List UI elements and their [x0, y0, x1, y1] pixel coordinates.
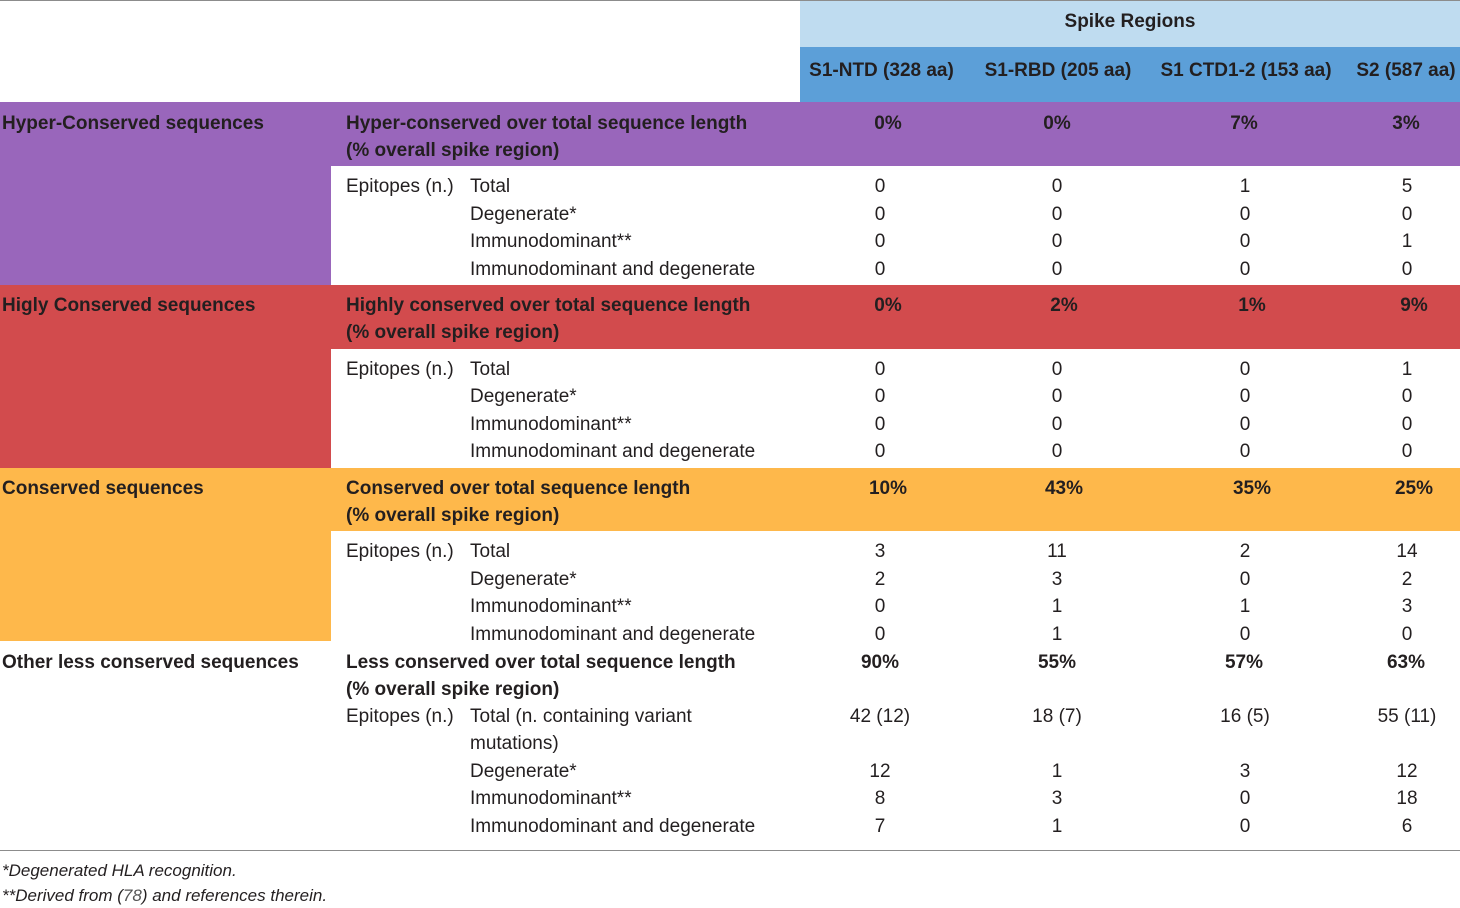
- row-label-degenerate: Degenerate*: [470, 386, 577, 407]
- footnote-2-suffix: ) and references therein.: [141, 886, 328, 905]
- footnote-2-prefix: **Derived from (: [2, 886, 123, 905]
- table-cell: 18: [1396, 788, 1418, 809]
- percent-cell: 2%: [1050, 295, 1078, 316]
- table-cell: 0: [874, 204, 886, 225]
- percent-cell: 55%: [1037, 652, 1077, 673]
- table-cell: 0: [1239, 816, 1251, 837]
- table-cell: 0: [1051, 414, 1063, 435]
- row-label-immunodominant: Immunodominant**: [470, 596, 632, 617]
- table-cell: 55 (11): [1377, 706, 1437, 727]
- footnote-1: *Degenerated HLA recognition.: [2, 861, 237, 880]
- table-cell: 0: [1401, 204, 1413, 225]
- percent-cell: 0%: [874, 295, 902, 316]
- table-cell: 0: [1401, 414, 1413, 435]
- epitopes-label: Epitopes (n.): [346, 706, 454, 727]
- table-cell: 6: [1401, 816, 1413, 837]
- table-cell: 1: [1051, 596, 1063, 617]
- table-cell: 0: [874, 386, 886, 407]
- table-cell: 14: [1396, 541, 1418, 562]
- table-cell: 12: [869, 761, 891, 782]
- table-cell: 0: [1239, 231, 1251, 252]
- table-cell: 0: [1239, 359, 1251, 380]
- row-label-conserved-l2: (% overall spike region): [346, 505, 560, 526]
- epitopes-label: Epitopes (n.): [346, 359, 454, 380]
- row-label-less-l1: Less conserved over total sequence length: [346, 652, 736, 673]
- section-label-hyper: Hyper-Conserved sequences: [2, 113, 264, 134]
- table-cell: 0: [1051, 176, 1063, 197]
- row-label-immuno-degenerate: Immunodominant and degenerate: [470, 259, 756, 280]
- table-cell: 1: [1051, 761, 1063, 782]
- table-cell: 3: [1051, 788, 1063, 809]
- table-cell: 0: [874, 624, 886, 645]
- table-cell: 2: [1239, 541, 1251, 562]
- footnote-2: [2, 883, 327, 908]
- table-cell: 5: [1401, 176, 1413, 197]
- table-cell: 3: [874, 541, 886, 562]
- table-cell: 0: [1239, 386, 1251, 407]
- table-cell: 0: [874, 359, 886, 380]
- table-cell: 0: [1401, 259, 1413, 280]
- percent-cell: 3%: [1392, 113, 1420, 134]
- row-label-total-l2: mutations): [470, 733, 559, 754]
- table-cell: 0: [1051, 359, 1063, 380]
- table-cell: 0: [874, 441, 886, 462]
- table-cell: 3: [1239, 761, 1251, 782]
- table-cell: 18 (7): [1032, 706, 1082, 727]
- percent-cell: 57%: [1224, 652, 1264, 673]
- row-label-total: Total: [470, 176, 511, 197]
- table-cell: 3: [1051, 569, 1063, 590]
- table-cell: 0: [1401, 386, 1413, 407]
- epitopes-label: Epitopes (n.): [346, 541, 454, 562]
- row-label-total: Total: [470, 541, 511, 562]
- table-cell: 0: [874, 596, 886, 617]
- percent-cell: 63%: [1386, 652, 1426, 673]
- row-label-immuno-degenerate: Immunodominant and degenerate: [470, 624, 756, 645]
- column-header-s1-ntd: S1-NTD (328 aa): [809, 60, 954, 81]
- row-label-less-l2: (% overall spike region): [346, 679, 560, 700]
- table-cell: 0: [1239, 788, 1251, 809]
- table-cell: 1: [1051, 624, 1063, 645]
- percent-cell: 10%: [868, 478, 908, 499]
- row-label-total-l1: Total (n. containing variant: [470, 706, 692, 727]
- percent-cell: 7%: [1230, 113, 1258, 134]
- percent-cell: 0%: [874, 113, 902, 134]
- table-cell: 42 (12): [849, 706, 911, 727]
- row-label-degenerate: Degenerate*: [470, 761, 577, 782]
- table-cell: 1: [1051, 816, 1063, 837]
- column-header-s1-rbd: S1-RBD (205 aa): [984, 60, 1132, 81]
- table-cell: 16 (5): [1220, 706, 1270, 727]
- table-cell: 1: [1239, 176, 1251, 197]
- row-label-degenerate: Degenerate*: [470, 569, 577, 590]
- table-cell: 0: [1051, 259, 1063, 280]
- percent-cell: 90%: [860, 652, 900, 673]
- row-label-conserved-l1: Conserved over total sequence length: [346, 478, 691, 499]
- percent-cell: 9%: [1400, 295, 1428, 316]
- table-cell: 0: [1051, 204, 1063, 225]
- table-cell: 0: [1401, 624, 1413, 645]
- table-cell: 0: [1239, 624, 1251, 645]
- table-cell: 2: [1401, 569, 1413, 590]
- table-cell: 0: [874, 259, 886, 280]
- row-label-degenerate: Degenerate*: [470, 204, 577, 225]
- table-cell: 12: [1396, 761, 1418, 782]
- epitopes-label: Epitopes (n.): [346, 176, 454, 197]
- row-label-highly-l1: Highly conserved over total sequence length: [346, 295, 751, 316]
- table-cell: 0: [1239, 441, 1251, 462]
- row-label-immunodominant: Immunodominant**: [470, 788, 632, 809]
- table-cell: 11: [1047, 541, 1067, 562]
- column-header-s2: S2 (587 aa): [1356, 60, 1456, 81]
- table-cell: 0: [1051, 231, 1063, 252]
- row-label-total: Total: [470, 359, 511, 380]
- column-header-s1-ctd: S1 CTD1-2 (153 aa): [1160, 60, 1332, 81]
- section-label-less: Other less conserved sequences: [2, 652, 299, 673]
- percent-cell: 35%: [1232, 478, 1272, 499]
- row-label-highly-l2: (% overall spike region): [346, 322, 560, 343]
- spike-regions-title: Spike Regions: [1064, 11, 1196, 32]
- table-cell: 8: [874, 788, 886, 809]
- table-cell: 1: [1401, 359, 1413, 380]
- reference-link[interactable]: 78: [122, 886, 142, 905]
- row-label-hyper-l1: Hyper-conserved over total sequence length: [346, 113, 748, 134]
- row-label-hyper-l2: (% overall spike region): [346, 140, 560, 161]
- table-cell: 0: [1051, 441, 1063, 462]
- table-cell: 0: [874, 176, 886, 197]
- percent-cell: 43%: [1044, 478, 1084, 499]
- percent-cell: 25%: [1394, 478, 1434, 499]
- percent-cell: 1%: [1238, 295, 1266, 316]
- table-cell: 0: [874, 414, 886, 435]
- table-cell: 0: [1401, 441, 1413, 462]
- table-cell: 1: [1239, 596, 1251, 617]
- table-cell: 0: [1239, 414, 1251, 435]
- table-cell: 1: [1401, 231, 1413, 252]
- row-label-immuno-degenerate: Immunodominant and degenerate: [470, 816, 756, 837]
- row-label-immuno-degenerate: Immunodominant and degenerate: [470, 441, 756, 462]
- table-cell: 0: [1239, 259, 1251, 280]
- row-label-immunodominant: Immunodominant**: [470, 231, 632, 252]
- table-cell: 0: [1051, 386, 1063, 407]
- percent-cell: 0%: [1043, 113, 1071, 134]
- table-cell: 3: [1401, 596, 1413, 617]
- table-cell: 2: [874, 569, 886, 590]
- table-cell: 0: [874, 231, 886, 252]
- row-label-immunodominant: Immunodominant**: [470, 414, 632, 435]
- section-label-highly: Higly Conserved sequences: [2, 295, 256, 316]
- table-cell: 0: [1239, 569, 1251, 590]
- section-label-conserved: Conserved sequences: [2, 478, 204, 499]
- table-cell: 0: [1239, 204, 1251, 225]
- table-cell: 7: [874, 816, 886, 837]
- bottom-rule: [0, 850, 1460, 851]
